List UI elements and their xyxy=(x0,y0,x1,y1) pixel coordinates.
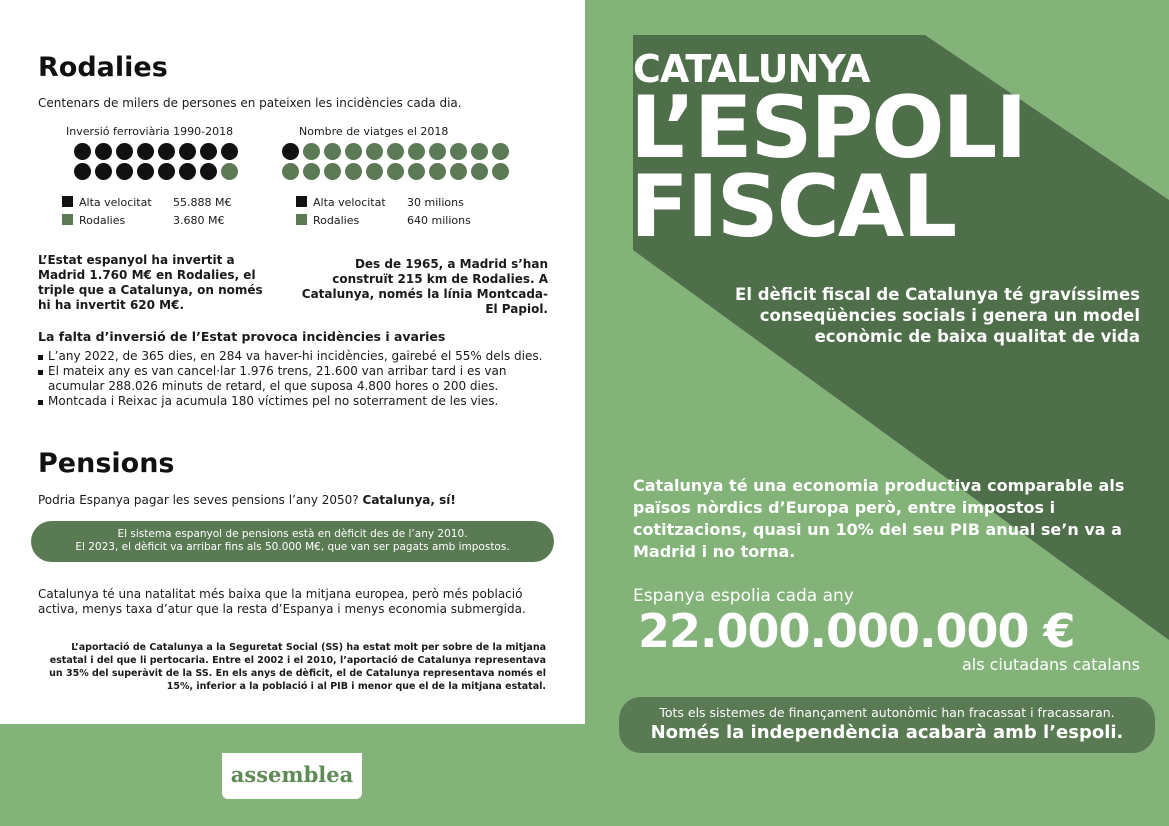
left-page xyxy=(0,0,585,724)
dot-alta-velocitat xyxy=(95,163,112,180)
dot-alta-velocitat xyxy=(221,143,238,160)
dot-rodalies xyxy=(303,163,320,180)
dot-alta-velocitat xyxy=(200,163,217,180)
legend-value: 30 milions xyxy=(407,196,464,209)
legend-label: Rodalies xyxy=(313,214,360,227)
legend-label: Alta velocitat xyxy=(79,196,152,209)
rodalies-title: Rodalies xyxy=(38,52,168,83)
pensions-question-line xyxy=(38,493,456,507)
dot-alta-velocitat xyxy=(200,143,217,160)
incidents-list xyxy=(38,349,548,409)
dot-rodalies xyxy=(450,143,467,160)
pensions-question: Podria Espanya pagar les seves pensions l’any 2050? xyxy=(38,493,359,507)
cover-footer-pill xyxy=(619,697,1155,753)
dot-rodalies xyxy=(492,163,509,180)
dot-alta-velocitat xyxy=(158,163,175,180)
assemblea-logo: assemblea xyxy=(222,753,362,799)
cover-subtitle: El dèficit fiscal de Catalunya té gravíssimes conseqüències socials i genera un model econòmic de baixa qualitat de vida xyxy=(735,285,1140,346)
dot-rodalies xyxy=(366,143,383,160)
investment-dot-grid xyxy=(74,143,240,180)
footer-line: Tots els sistemes de finançament autonòmic han fracassat i fracassaran. xyxy=(659,705,1115,720)
footer-slogan: Només la independència acabarà amb l’espoli. xyxy=(650,722,1124,743)
dot-alta-velocitat xyxy=(137,143,154,160)
incidents-heading: La falta d’inversió de l’Estat provoca incidències i avaries xyxy=(38,329,446,344)
dot-alta-velocitat xyxy=(116,163,133,180)
dot-rodalies xyxy=(324,143,341,160)
cover-title-line2: FISCAL xyxy=(630,157,956,257)
dot-rodalies xyxy=(324,163,341,180)
dot-rodalies xyxy=(408,143,425,160)
list-item: El mateix any es van cancel·lar 1.976 trens, 21.600 van arribar tard i es van acumular 288.026 minuts de retard, el que suposa 4.800 hores o 200 dies. xyxy=(38,364,548,394)
list-item: Montcada i Reixac ja acumula 180 víctimes pel no soterrament de les vies. xyxy=(38,394,548,409)
spoil-tail: als ciutadans catalans xyxy=(961,655,1140,674)
dot-rodalies xyxy=(429,143,446,160)
legend-swatch xyxy=(62,214,73,225)
dot-rodalies xyxy=(221,163,238,180)
pensions-title: Pensions xyxy=(38,448,175,479)
dot-alta-velocitat xyxy=(74,163,91,180)
dot-alta-velocitat xyxy=(137,163,154,180)
legend-swatch xyxy=(62,196,73,207)
spoil-lead: Espanya espolia cada any xyxy=(633,586,854,606)
dot-rodalies xyxy=(303,143,320,160)
dot-alta-velocitat xyxy=(158,143,175,160)
legend-label: Alta velocitat xyxy=(313,196,386,209)
dot-rodalies xyxy=(471,163,488,180)
cover-title-line1: L’ESPOLI xyxy=(630,78,1026,178)
dot-alta-velocitat xyxy=(95,143,112,160)
spoil-amount: 22.000.000.000 € xyxy=(638,604,1075,658)
dot-rodalies xyxy=(492,143,509,160)
rodalies-intro: Centenars de milers de persones en pateixen les incidències cada dia. xyxy=(38,96,462,110)
dot-rodalies xyxy=(345,163,362,180)
legend-value: 3.680 M€ xyxy=(173,214,225,227)
dot-rodalies xyxy=(366,163,383,180)
dot-rodalies xyxy=(345,143,362,160)
dot-alta-velocitat xyxy=(179,143,196,160)
legend-label: Rodalies xyxy=(79,214,126,227)
pensions-deficit-pill xyxy=(31,521,554,562)
dot-alta-velocitat xyxy=(116,143,133,160)
dot-alta-velocitat xyxy=(282,143,299,160)
cover-title-small: CATALUNYA xyxy=(633,47,870,91)
trips-legend xyxy=(296,194,471,230)
legend-row xyxy=(62,194,231,212)
legend-swatch xyxy=(296,196,307,207)
legend-row xyxy=(296,212,471,230)
dot-rodalies xyxy=(282,163,299,180)
legend-value: 55.888 M€ xyxy=(173,196,232,209)
dot-rodalies xyxy=(387,143,404,160)
legend-row xyxy=(296,194,471,212)
pill-line: El 2023, el dèficit va arribar fins als 50.000 M€, que van ser pagats amb impostos. xyxy=(75,541,510,553)
madrid-investment-note: L’Estat espanyol ha invertit a Madrid 1.760 M€ en Rodalies, el triple que a Catalunya, on només hi ha invertit 620 M€. xyxy=(38,253,263,312)
pensions-answer: Catalunya, sí! xyxy=(362,493,456,507)
trips-dot-grid xyxy=(282,143,511,180)
dot-rodalies xyxy=(387,163,404,180)
legend-row xyxy=(62,212,231,230)
madrid-km-note: Des de 1965, a Madrid s’han construït 215 km de Rodalies. A Catalunya, només la línia Montcada-El Papiol. xyxy=(301,257,548,316)
legend-swatch xyxy=(296,214,307,225)
dot-alta-velocitat xyxy=(179,163,196,180)
dot-rodalies xyxy=(408,163,425,180)
investment-legend xyxy=(62,194,231,230)
dot-rodalies xyxy=(429,163,446,180)
pill-line: El sistema espanyol de pensions està en dèficit des de l’any 2010. xyxy=(117,528,468,540)
list-item: L’any 2022, de 365 dies, en 284 va haver-hi incidències, gairebé el 55% dels dies. xyxy=(38,349,548,364)
trips-caption: Nombre de viatges el 2018 xyxy=(299,125,449,138)
legend-value: 640 milions xyxy=(407,214,471,227)
cover-economy-text: Catalunya té una economia productiva comparable als països nòrdics d’Europa però, entre impostos i cotitzacions, quasi un 10% del seu PIB anual se’n va a Madrid i no torna. xyxy=(633,476,1125,561)
social-security-note: L’aportació de Catalunya a la Seguretat Social (SS) ha estat molt per sobre de la mitjana estatal i del que li pertocaria. Entre el 2002 i el 2010, l’aportació de Catalunya representava un 35% del superàvit de la SS. En els anys de dèficit, el de Catalunya representava només el 15%, inferior a la població i al PIB i menor que el de la mitjana estatal. xyxy=(49,642,546,692)
dot-alta-velocitat xyxy=(74,143,91,160)
pensions-paragraph: Catalunya té una natalitat més baixa que la mitjana europea, però més població activa, menys taxa d’atur que la resta d’Espanya i menys economia submergida. xyxy=(38,587,526,616)
dot-rodalies xyxy=(450,163,467,180)
investment-caption: Inversió ferroviària 1990-2018 xyxy=(66,125,234,138)
dot-rodalies xyxy=(471,143,488,160)
